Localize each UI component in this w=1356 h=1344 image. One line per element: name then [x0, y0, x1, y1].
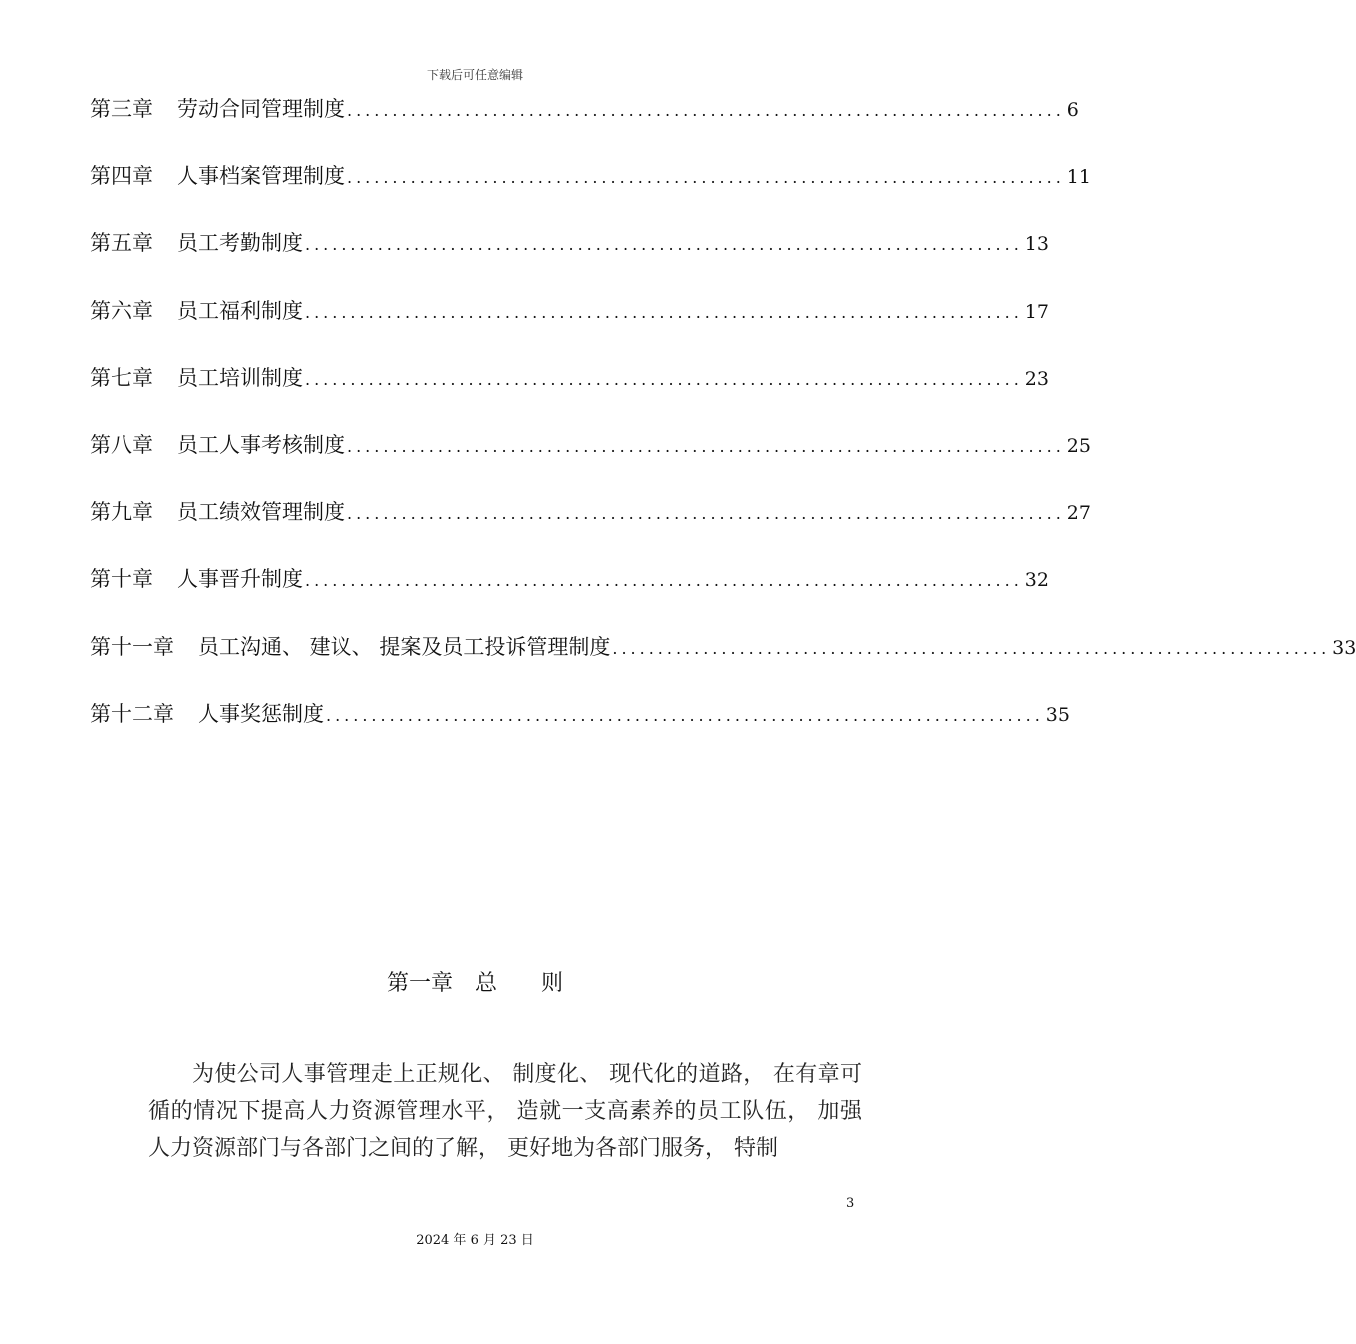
toc-entry[interactable]	[90, 155, 1091, 222]
toc-page-number: 33	[1332, 636, 1356, 659]
chapter-title: 总 则	[475, 971, 564, 996]
toc-leader-dots: ...............................................................................	[347, 436, 1065, 456]
toc-chapter-number: 第九章	[90, 500, 153, 525]
toc-chapter-title: 员工人事考核制度	[177, 432, 345, 457]
toc-chapter-number: 第八章	[90, 432, 153, 457]
toc-leader-dots: ...............................................................................	[326, 705, 1044, 725]
toc-entry[interactable]	[90, 222, 1049, 289]
toc-chapter-number: 第十一章	[90, 634, 174, 659]
toc-chapter-number: 第五章	[90, 231, 153, 256]
toc-leader-dots: ...............................................................................	[612, 638, 1331, 658]
toc-chapter-number: 第三章	[90, 97, 153, 121]
toc-chapter-number: 第十二章	[90, 701, 174, 726]
toc-entry[interactable]	[90, 290, 1049, 357]
toc-page-number: 17	[1024, 300, 1049, 323]
toc-entry[interactable]	[90, 357, 1049, 424]
toc-chapter-number: 第六章	[90, 298, 153, 323]
body-paragraph: 为使公司人事管理走上正规化、 制度化、 现代化的道路， 在有章可循的情况下提高人力资源管理水平， 造就一支高素养的员工队伍， 加强人力资源部门与各部门之间的了解， 更好地为各部门服务， 特制	[148, 1062, 862, 1161]
toc-chapter-number: 第十章	[90, 567, 153, 592]
toc-entry[interactable]	[90, 626, 1356, 693]
toc-page-number: 6	[1066, 99, 1079, 121]
toc-chapter-title: 员工沟通、 建议、 提案及员工投诉管理制度	[198, 634, 611, 659]
toc-leader-dots: ...............................................................................	[305, 369, 1023, 389]
toc-page-number: 35	[1045, 703, 1070, 726]
toc-leader-dots: ...............................................................................	[305, 235, 1023, 255]
toc-page-number: 11	[1066, 166, 1091, 189]
toc-leader-dots: ...............................................................................	[305, 302, 1023, 322]
toc-page-number: 13	[1024, 233, 1049, 256]
chapter-number: 第一章	[386, 971, 453, 996]
toc-entry[interactable]	[90, 88, 1079, 155]
toc-entry[interactable]	[90, 491, 1091, 558]
toc-leader-dots: ...............................................................................	[347, 168, 1065, 188]
toc-chapter-number: 第四章	[90, 164, 153, 189]
toc-entry[interactable]	[90, 693, 1070, 760]
page-header: 下载后可任意编辑	[426, 68, 523, 82]
toc-page-number: 27	[1066, 502, 1091, 525]
chapter-body	[148, 1056, 862, 1167]
toc-page-number: 23	[1024, 367, 1049, 390]
toc-page-number: 32	[1024, 569, 1049, 592]
page-number: 3	[846, 1196, 855, 1211]
toc-chapter-number: 第七章	[90, 365, 153, 390]
toc-chapter-title: 人事档案管理制度	[177, 164, 345, 189]
toc-chapter-title: 员工福利制度	[177, 298, 303, 323]
toc-chapter-title: 员工考勤制度	[177, 231, 303, 256]
table-of-contents	[90, 88, 1356, 760]
toc-entry[interactable]	[90, 424, 1091, 491]
toc-chapter-title: 人事晋升制度	[177, 567, 303, 592]
toc-leader-dots: ...............................................................................	[347, 504, 1065, 524]
footer-date: 2024 年 6 月 23 日	[416, 1233, 534, 1248]
toc-leader-dots: ...............................................................................	[347, 101, 1065, 120]
toc-chapter-title: 人事奖惩制度	[198, 701, 324, 726]
toc-chapter-title: 劳动合同管理制度	[177, 97, 345, 121]
toc-page-number: 25	[1066, 434, 1091, 457]
toc-chapter-title: 员工绩效管理制度	[177, 500, 345, 525]
toc-chapter-title: 员工培训制度	[177, 365, 303, 390]
chapter-heading	[0, 966, 950, 997]
toc-leader-dots: ...............................................................................	[305, 571, 1023, 591]
toc-entry[interactable]	[90, 558, 1049, 625]
